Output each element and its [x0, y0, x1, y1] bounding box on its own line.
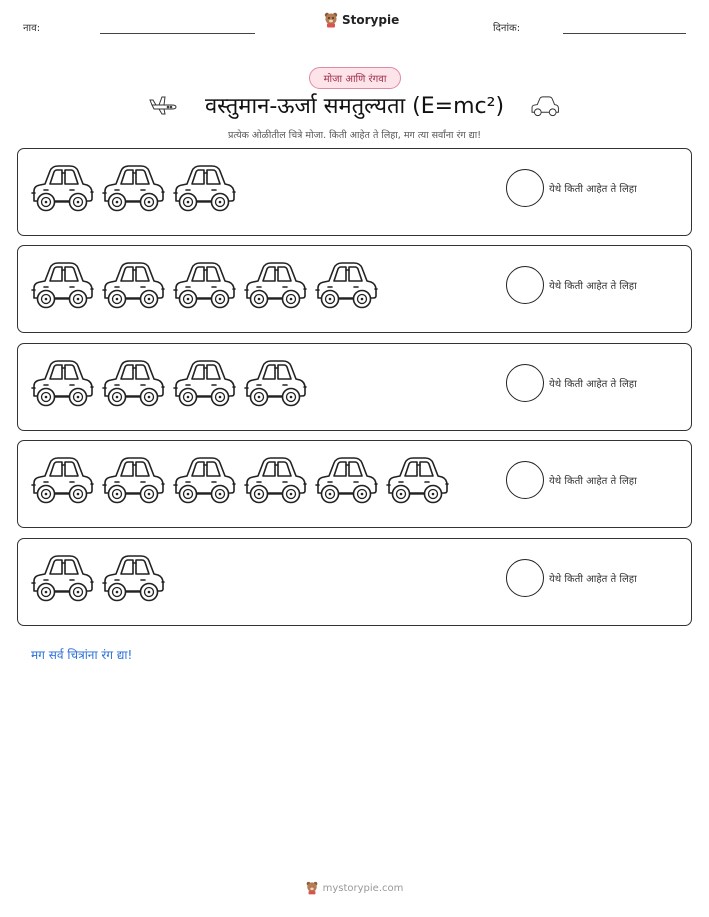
count-row — [17, 148, 692, 236]
car-picture[interactable] — [385, 455, 449, 505]
answer-prompt: येथे किती आहेत ते लिहा — [549, 184, 637, 195]
date-label: दिनांक: — [493, 23, 521, 34]
car-picture[interactable] — [101, 553, 165, 603]
count-row — [17, 245, 692, 333]
answer-circle[interactable] — [506, 364, 544, 402]
count-row — [17, 343, 692, 431]
car-picture[interactable] — [30, 163, 94, 213]
answer-circle[interactable] — [506, 559, 544, 597]
car-picture[interactable] — [172, 455, 236, 505]
bear-icon — [306, 881, 318, 895]
footer — [0, 881, 709, 895]
instructions: प्रत्येक ओळीतील चित्रे मोजा. किती आहेत ते लिहा, मग त्या सर्वांना रंग द्या! — [227, 130, 482, 141]
name-line[interactable] — [100, 33, 255, 34]
car-picture[interactable] — [243, 455, 307, 505]
car-picture[interactable] — [314, 260, 378, 310]
answer-circle[interactable] — [506, 461, 544, 499]
car-group — [30, 553, 165, 603]
car-picture[interactable] — [101, 260, 165, 310]
name-label: नाव: — [23, 23, 41, 34]
footer-site: mystorypie.com — [322, 882, 404, 894]
answer-prompt: येथे किती आहेत ते लिहा — [549, 379, 637, 390]
car-picture[interactable] — [30, 260, 94, 310]
car-icon — [528, 94, 562, 118]
car-picture[interactable] — [30, 455, 94, 505]
page-title: वस्तुमान-ऊर्जा समतुल्यता (E=mc²) — [204, 94, 505, 119]
answer-circle[interactable] — [506, 266, 544, 304]
car-picture[interactable] — [101, 455, 165, 505]
footer-instruction: मग सर्व चित्रांना रंग द्या! — [31, 648, 133, 662]
car-picture[interactable] — [314, 455, 378, 505]
car-picture[interactable] — [172, 163, 236, 213]
car-group — [30, 260, 378, 310]
answer-prompt: येथे किती आहेत ते लिहा — [549, 281, 637, 292]
car-picture[interactable] — [101, 163, 165, 213]
car-picture[interactable] — [243, 358, 307, 408]
count-row — [17, 538, 692, 626]
brand-name: Storypie — [342, 13, 400, 27]
activity-badge: मोजा आणि रंगवा — [309, 67, 401, 89]
answer-prompt: येथे किती आहेत ते लिहा — [549, 476, 637, 487]
date-line[interactable] — [563, 33, 686, 34]
bear-icon — [324, 12, 338, 28]
car-picture[interactable] — [30, 553, 94, 603]
answer-prompt: येथे किती आहेत ते लिहा — [549, 574, 637, 585]
car-group — [30, 163, 236, 213]
car-group — [30, 358, 307, 408]
car-picture[interactable] — [101, 358, 165, 408]
car-group — [30, 455, 449, 505]
car-picture[interactable] — [172, 358, 236, 408]
count-row — [17, 440, 692, 528]
brand-logo — [324, 12, 399, 28]
car-picture[interactable] — [30, 358, 94, 408]
car-picture[interactable] — [243, 260, 307, 310]
answer-circle[interactable] — [506, 169, 544, 207]
car-picture[interactable] — [172, 260, 236, 310]
